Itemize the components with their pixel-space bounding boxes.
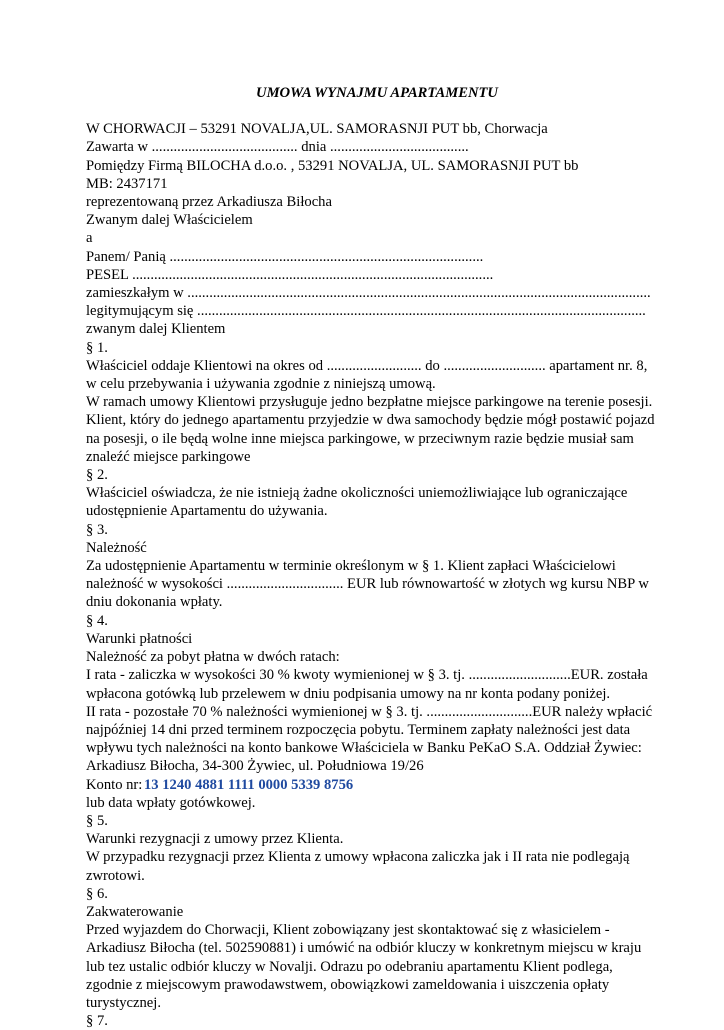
text-line: a: [86, 230, 93, 247]
bank-account-line: [86, 776, 646, 794]
text-line: I rata - zaliczka w wysokości 30 % kwoty wymienionej w § 3. tj. ............................EUR. została: [86, 667, 648, 684]
text-line: Przed wyjazdem do Chorwacji, Klient zobowiązany jest skontaktować się z własicielem -: [86, 922, 610, 939]
text-line: wpłacona gotówką lub przelewem w dniu podpisania umowy na nr konta podany poniżej.: [86, 685, 611, 702]
text-line: lub tez ustalic odbiór kluczy w Novalji. Odrazu po odebraniu apartamentu Klient podlega,: [86, 958, 613, 975]
text-line: Pomiędzy Firmą BILOCHA d.o.o. , 53291 NOVALJA, UL. SAMORASNJI PUT bb: [86, 157, 579, 174]
text-line: legitymującym się ...........................................................................................................................: [86, 303, 646, 320]
bank-account-label: Konto nr:: [86, 776, 143, 793]
text-line: W ramach umowy Klientowi przysługuje jedno bezpłatne miejsce parkingowe na terenie posesji.: [86, 394, 653, 411]
text-line: zamieszkałym w ...............................................................................................................................: [86, 285, 651, 302]
contract-page: [86, 84, 655, 1030]
text-line: Za udostępnienie Apartamentu w terminie określonym w § 1. Klient zapłaci Właścicielowi: [86, 558, 616, 575]
text-line: § 7.: [86, 1013, 108, 1030]
text-line: Należność: [86, 539, 147, 556]
bank-account-number: 13 1240 4881 1111 0000 5339 8756: [144, 776, 354, 793]
text-line: znaleźć miejsce parkingowe: [86, 448, 251, 465]
text-line: w celu przebywania i używania zgodnie z niniejszą umową.: [86, 376, 436, 393]
text-line: zwanym dalej Klientem: [86, 321, 226, 338]
text-line: W przypadku rezygnacji przez Klienta z umowy wpłacona zaliczka jak i II rata nie podlegają: [86, 849, 630, 866]
document-title: UMOWA WYNAJMU APARTAMENTU: [256, 85, 498, 101]
text-line: Klient, który do jednego apartamentu przyjedzie w dwa samochody będzie mógł postawić pojazd: [86, 412, 655, 429]
text-line: Warunki płatności: [86, 630, 193, 647]
text-line: PESEL ...................................................................................................: [86, 266, 494, 283]
contract-body-continued: [86, 794, 646, 1030]
text-line: dniu dokonania wpłaty.: [86, 594, 223, 611]
text-line: § 1.: [86, 339, 108, 356]
text-line: W CHORWACJI – 53291 NOVALJA,UL. SAMORASNJI PUT bb, Chorwacja: [86, 121, 548, 138]
text-line: Właściciel oddaje Klientowi na okres od .......................... do ............................ apartament nr. 8,: [86, 357, 648, 374]
text-line: § 6.: [86, 885, 108, 902]
contract-body: [86, 120, 655, 775]
text-line: MB: 2437171: [86, 175, 168, 192]
text-line: najpóźniej 14 dni przed terminem rozpoczęcia pobytu. Terminem zapłaty należności jest data: [86, 721, 631, 738]
text-line: Panem/ Panią ......................................................................................: [86, 248, 484, 265]
text-line: § 3.: [86, 521, 108, 538]
text-line: § 2.: [86, 467, 108, 484]
text-line: udostępnienie Apartamentu do używania.: [86, 503, 328, 520]
text-line: turystycznej.: [86, 994, 161, 1011]
text-line: lub data wpłaty gotówkowej.: [86, 794, 256, 811]
text-line: Właściciel oświadcza, że nie istnieją żadne okoliczności uniemożliwiające lub ograniczające: [86, 485, 628, 502]
text-line: II rata - pozostałe 70 % należności wymienionej w § 3. tj. .............................EUR należy wpłacić: [86, 703, 653, 720]
text-line: zgodnie z miejscowym prawodawstwem, obowiązkowi zameldowania i uiszczenia opłaty: [86, 976, 610, 993]
text-line: § 5.: [86, 812, 108, 829]
text-line: wpływu tych należności na konto bankowe Właściciela w Banku PeKaO S.A. Oddział Żywiec:: [86, 740, 642, 757]
text-line: należność w wysokości ................................ EUR lub równowartość w złotych wg kursu NBP w: [86, 576, 649, 593]
text-line: na posesji, o ile będą wolne inne miejsca parkingowe, w przeciwnym razie będzie musiał sam: [86, 430, 634, 447]
text-line: zwrotowi.: [86, 867, 145, 884]
text-line: Warunki rezygnacji z umowy przez Klienta.: [86, 831, 344, 848]
text-line: § 4.: [86, 612, 108, 629]
text-line: Arkadiusz Biłocha, 34-300 Żywiec, ul. Południowa 19/26: [86, 758, 424, 775]
text-line: Arkadiusz Biłocha (tel. 502590881) i umówić na odbiór kluczy w konkretnym miejscu w kraju: [86, 940, 642, 957]
text-line: Zwanym dalej Właścicielem: [86, 212, 253, 229]
text-line: Zakwaterowanie: [86, 903, 184, 920]
text-line: Należność za pobyt płatna w dwóch ratach:: [86, 649, 340, 666]
text-line: Zawarta w ........................................ dnia ......................................: [86, 139, 469, 156]
text-line: reprezentowaną przez Arkadiusza Biłocha: [86, 194, 332, 211]
